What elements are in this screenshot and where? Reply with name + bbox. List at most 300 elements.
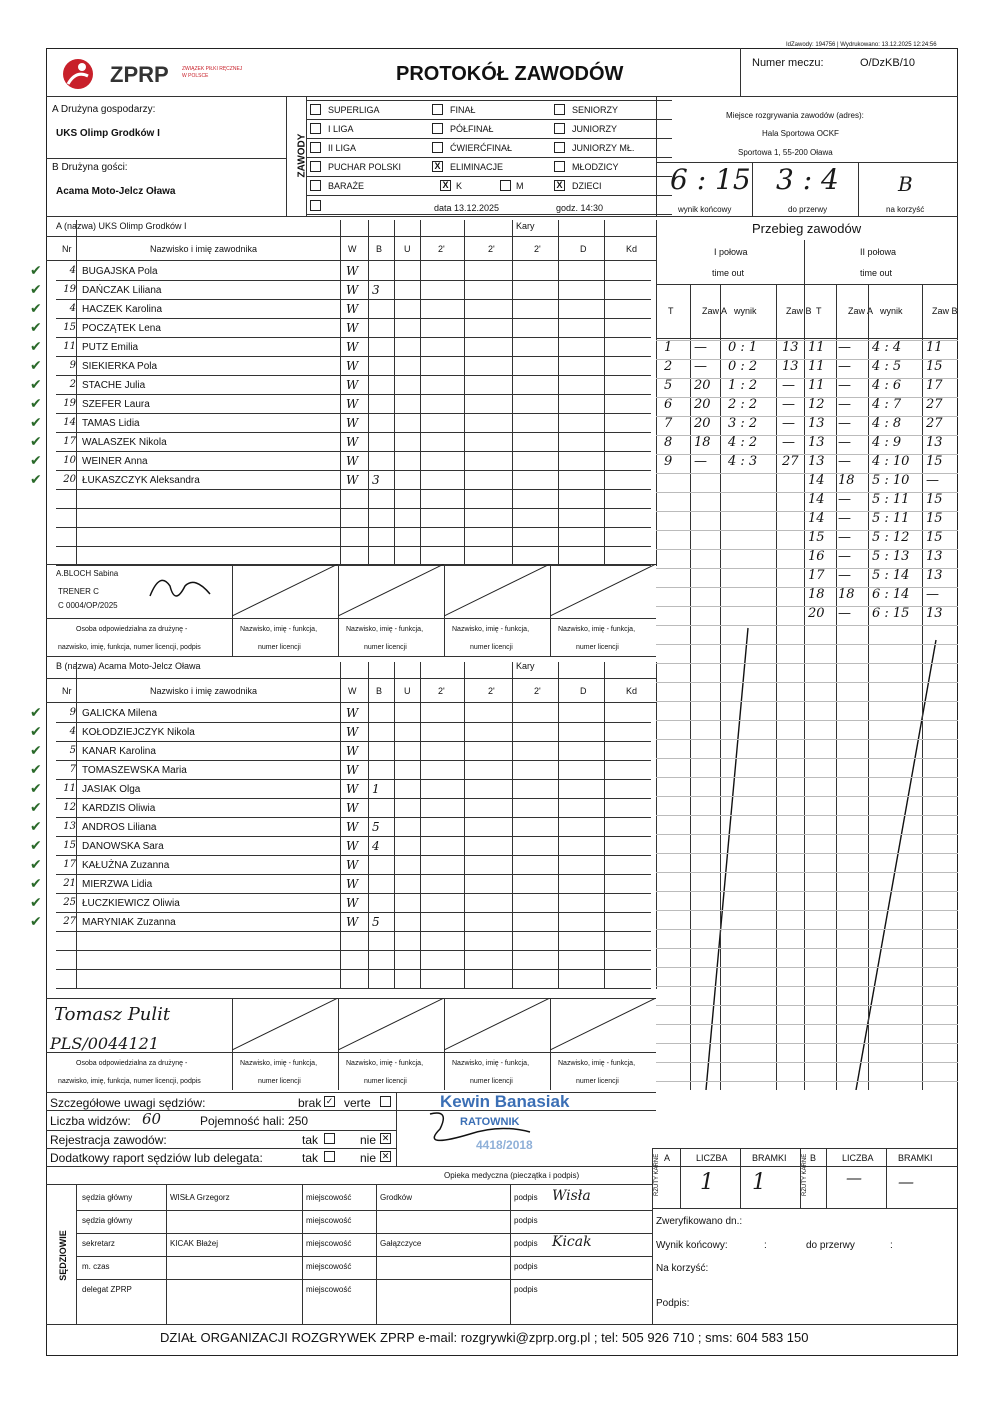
player-name: KOŁODZIEJCZYK Nikola [82,727,195,738]
referee-sign-label: podpis [514,1193,538,1202]
player-name: PUTZ Emilia [82,342,139,353]
table-a-col-d: D [580,244,587,254]
hist-half2-zaw-a: — [838,606,851,621]
spectators-value: 60 [142,1110,162,1128]
hist-half2-score: 5 : 12 [872,530,910,545]
cat_col1-checkbox-2[interactable] [310,142,321,153]
player-w: W [346,435,359,449]
player-w: W [346,340,359,354]
match-no-label: Numer meczu: [752,57,824,69]
brak-checkbox[interactable]: ✓ [325,1096,334,1106]
hist-half2-zaw-a: — [838,454,851,469]
pen-b-label: B [810,1153,817,1163]
verified-colon-2: : [890,1240,893,1251]
player-number: 9 [69,707,76,718]
referee-town: Gałązczyce [380,1239,422,1248]
checkmark-icon: ✔ [30,913,42,929]
player-w: W [346,302,359,316]
team-a-row [30,357,651,376]
team-a-name: UKS Olimp Grodków I [56,128,160,139]
cat_col3-checkbox-1[interactable] [554,123,565,134]
team-b-official-col-1: Nazwisko, imię - funkcja, [346,1060,424,1067]
player-b: 3 [372,283,380,297]
result-final: 6 : 15 [670,163,751,196]
referees-label: SĘDZIOWIE [57,1230,68,1281]
report-nie: nie [360,1151,377,1165]
checkmark-icon: ✔ [30,780,42,796]
player-b: 5 [372,915,380,929]
checkmark-icon: ✔ [30,376,42,392]
team-b-official-col-3: Nazwisko, imię - funkcja, [558,1060,636,1067]
remarks-label: Szczegółowe uwagi sędziów: [50,1096,206,1110]
hist-header-zawa-1: Zaw A [702,306,728,316]
player-number: 19 [63,398,76,409]
registration-nie: nie [360,1133,377,1147]
referee-town-label: miejscowość [306,1285,352,1294]
hist-half2-zaw-a: 18 [838,473,855,488]
referee-town-label: miejscowość [306,1262,352,1271]
referee-role: sekretarz [82,1239,115,1248]
footer: DZIAŁ ORGANIZACJI ROZGRYWEK ZPRP e-mail: rozgrywki@zprp.org.pl ; tel: 505 926 710 ; sms: 604 583 150 [160,1330,809,1345]
player-w: W [346,896,359,910]
cat_col1-checkbox-0[interactable] [310,104,321,115]
player-b: 5 [372,820,380,834]
table-b-col-w: W [348,686,357,696]
hist-half1-zaw-a: — [694,359,707,374]
hist-half2-time: 14 [808,492,825,507]
half1-label: I połowa [714,247,748,257]
verte-label: verte [344,1096,371,1110]
registration-tak: tak [302,1133,319,1147]
player-name: ŁUKASZCZYK Aleksandra [82,475,200,486]
player-w: W [346,397,359,411]
player-w: W [346,359,359,373]
hist-half1-zaw-a: 20 [694,378,711,393]
verified-half: do przerwy [806,1240,855,1251]
team-a-official-label-2: nazwisko, imię, funkcja, numer licencji, podpis [58,644,201,651]
team-a-official-licence-0: numer licencji [258,644,301,651]
checkmark-icon: ✔ [30,723,42,739]
team-a-row [30,376,651,395]
team-b-row [30,913,651,932]
team-a-official-col-3: Nazwisko, imię - funkcja, [558,626,636,633]
team-a-official-licence-2: numer licencji [470,644,513,651]
hist-half2-zaw-a: 18 [838,587,855,602]
hist-half2-zaw-b: 13 [926,549,943,564]
referee-town-label: miejscowość [306,1193,352,1202]
cat_col3-checkbox-2[interactable] [554,142,565,153]
player-w: W [346,744,359,758]
hist-half1-zaw-b: 27 [782,454,799,469]
checkmark-icon: ✔ [30,704,42,720]
team-a-row [30,338,651,357]
player-w: W [346,706,359,720]
pen-a-liczba-label: LICZBA [696,1153,728,1163]
time-label: godz. 14:30 [556,203,604,213]
player-name: GALICKA Milena [82,708,158,719]
referee-name: WISŁA Grzegorz [170,1193,230,1202]
hist-half2-zaw-a: — [838,359,851,374]
team-b-official-label-2: nazwisko, imię, funkcja, numer licencji, podpis [58,1078,201,1085]
cat_col3-checkbox-4[interactable]: X [554,180,565,191]
hist-half2-zaw-b: 13 [926,606,943,621]
hist-half2-score: 4 : 5 [872,359,902,374]
hist-header-wynik-2: wynik [734,306,757,316]
hist-half2-time: 16 [808,549,825,564]
player-number: 14 [63,417,76,428]
hist-half2-score: 4 : 9 [872,435,902,450]
team-b-row [30,894,651,913]
hist-half1-zaw-b: — [782,435,795,450]
team-a-row [30,433,651,452]
table-b-col-name: Nazwisko i imię zawodnika [150,686,258,696]
sex-k-checkbox[interactable]: X [440,180,451,191]
sex-k-label: K [456,181,463,191]
team-b-table-label: B (nazwa) Acama Moto-Jelcz Oława [56,661,201,671]
cat_col2-label-2: ĆWIERĆFINAŁ [450,143,513,153]
table-b-col-u: U [404,686,411,696]
cat_col1-checkbox-3[interactable] [310,161,321,172]
player-number: 15 [63,840,76,851]
hist-half2-score: 6 : 14 [872,587,910,602]
team-b-official-licence-0: numer licencji [258,1078,301,1085]
pen-b-bramki-label: BRAMKI [898,1153,933,1163]
team-a-official-col-1: Nazwisko, imię - funkcja, [346,626,424,633]
player-w: W [346,839,359,853]
checkmark-icon: ✔ [30,875,42,891]
player-name: ŁUCZKIEWICZ Oliwia [82,898,180,909]
report-tak: tak [302,1151,319,1165]
player-b: 3 [372,473,380,487]
cat_col1-checkbox-4[interactable] [310,180,321,191]
stamp-number: 4418/2018 [476,1138,533,1152]
referee-role: m. czas [82,1262,110,1271]
player-w: W [346,801,359,815]
player-w: W [346,725,359,739]
hist-half2-score: 5 : 14 [872,568,910,583]
verified-final: Wynik końcowy: [656,1240,728,1251]
team-b-row [30,875,651,894]
hist-half2-score: 5 : 11 [872,492,910,507]
hist-half2-zaw-b: 15 [926,454,943,469]
hist-half1-time: 8 [664,435,673,450]
player-number: 4 [69,303,76,314]
kary-label-a: Kary [516,221,535,231]
pen-b-rzuty: RZUTY KARNE [802,1153,808,1196]
hist-half2-time: 11 [808,340,825,355]
cat_col3-checkbox-3[interactable] [554,161,565,172]
player-w: W [346,858,359,872]
table-a-col-name: Nazwisko i imię zawodnika [150,244,258,254]
team-a-official-col-2: Nazwisko, imię - funkcja, [452,626,530,633]
player-name: BUGAJSKA Pola [82,266,158,277]
hist-half1-score: 3 : 2 [728,416,758,431]
kary-label-b: Kary [516,661,535,671]
cat_col1-label-2: II LIGA [328,143,357,153]
hist-half1-time: 6 [664,397,673,412]
player-w: W [346,877,359,891]
team-a-row [30,262,651,281]
referee-sign-label: podpis [514,1285,538,1294]
hist-half1-score: 2 : 2 [728,397,758,412]
timeout-label-1: time out [712,268,745,278]
player-name: KANAR Karolina [82,746,156,757]
result-half: 3 : 4 [776,163,839,196]
player-number: 13 [63,821,76,832]
player-number: 15 [63,322,76,333]
hist-half1-score: 4 : 2 [728,435,758,450]
checkmark-icon: ✔ [30,471,42,487]
stamp-name: Kewin Banasiak [440,1092,570,1111]
referee-town: Grodków [380,1193,413,1202]
venue-line1: Hala Sportowa OCKF [762,129,839,138]
player-number: 4 [69,265,76,276]
hist-half1-zaw-a: 20 [694,397,711,412]
player-number: 21 [63,878,76,889]
verified-colon-1: : [764,1240,767,1251]
verified-winner: Na korzyść: [656,1263,709,1274]
report-nie-checkbox[interactable]: ✕ [381,1151,390,1161]
player-number: 10 [63,455,76,466]
sex-m-checkbox[interactable] [500,180,511,191]
medical-label: Opieka medyczna (pieczątka i podpis) [444,1171,580,1180]
table-b-col-nr: Nr [62,686,72,696]
page-title: PROTOKÓŁ ZAWODÓW [396,63,624,85]
referee-role: delegat ZPRP [82,1285,132,1294]
table-b-col-b: B [376,686,383,696]
team-b-official-col-0: Nazwisko, imię - funkcja, [240,1060,318,1067]
player-number: 11 [63,341,76,352]
player-name: SIEKIERKA Pola [82,361,158,372]
player-name: ANDROS Liliana [82,822,157,833]
logo-sub1: ZWIĄZEK PIŁKI RĘCZNEJ [182,66,243,72]
report-tak-checkbox[interactable] [324,1151,335,1162]
hist-half2-zaw-b: 15 [926,492,943,507]
player-number: 2 [69,379,76,390]
cat_col2-checkbox-2[interactable] [432,142,443,153]
pen-a-liczba: 1 [700,1170,714,1195]
venue-label: Miejsce rozgrywania zawodów (adres): [726,111,864,120]
cat_col2-label-3: ELIMINACJE [450,162,504,172]
report-label: Dodatkowy raport sędziów lub delegata: [50,1151,263,1165]
cat_col2-label-0: FINAŁ [450,105,476,115]
hist-half2-zaw-b: — [926,473,939,488]
verified-sign: Podpis: [656,1298,690,1309]
handball-logo-icon [58,56,102,92]
team-b-row [30,837,651,856]
checkmark-icon: ✔ [30,894,42,910]
player-b: 1 [372,782,380,796]
table-b-col-z2: 2' [488,686,495,696]
checkmark-icon: ✔ [30,856,42,872]
hist-half2-time: 18 [808,587,825,602]
hist-half2-time: 11 [808,378,825,393]
cat_col3-label-4: DZIECI [572,181,602,191]
checkmark-icon: ✔ [30,319,42,335]
cat_col3-checkbox-0[interactable] [554,104,565,115]
player-w: W [346,454,359,468]
pen-a-bramki-label: BRAMKI [752,1153,787,1163]
referee-role: sędzia główny [82,1216,133,1225]
hist-half1-zaw-b: 13 [782,359,799,374]
hist-half2-score: 5 : 13 [872,549,910,564]
hist-half1-zaw-a: — [694,340,707,355]
cat_col3-label-1: JUNIORZY [572,124,617,134]
player-b: 4 [372,839,380,853]
hist-half2-zaw-b: 15 [926,359,943,374]
player-number: 20 [63,474,76,485]
hist-header-zawb-3: Zaw B [786,306,812,316]
checkmark-icon: ✔ [30,300,42,316]
player-number: 5 [69,745,76,756]
hist-half1-zaw-b: 13 [782,340,799,355]
hist-half1-zaw-b: — [782,397,795,412]
hist-header-zawa-5: Zaw A [848,306,874,316]
table-a-col-u: U [404,244,411,254]
coach-a-name: A.BLOCH Sabina [56,569,119,578]
hist-half1-time: 2 [664,359,673,374]
team-b-row [30,704,651,723]
cat_col2-checkbox-0[interactable] [432,104,443,115]
player-w: W [346,321,359,335]
hist-half2-zaw-b: 27 [926,397,943,412]
pen-b-liczba: — [846,1168,862,1187]
registration-tak-checkbox[interactable] [324,1133,335,1144]
player-name: WALASZEK Nikola [82,437,167,448]
referee-sign-label: podpis [514,1239,538,1248]
medical-signature-icon [410,1104,550,1154]
hist-half2-zaw-a: — [838,511,851,526]
hist-half2-time: 17 [808,568,825,583]
player-number: 17 [63,436,76,447]
player-number: 27 [63,916,76,927]
cat-empty-checkbox[interactable] [310,200,321,211]
cat_col1-label-3: PUCHAR POLSKI [328,162,402,172]
team-a-row [56,509,651,528]
referee-town-label: miejscowość [306,1239,352,1248]
checkmark-icon: ✔ [30,262,42,278]
coach-a-role: TRENER C [58,587,99,596]
hist-half2-score: 4 : 7 [872,397,902,412]
coach-b-name: Tomasz Pulit [54,1004,171,1025]
team-a-row [30,471,651,490]
verte-checkbox[interactable] [380,1096,391,1107]
hist-half2-zaw-b: 11 [926,340,943,355]
hist-half2-zaw-a: — [838,530,851,545]
hist-half2-time: 11 [808,359,825,374]
checkmark-icon: ✔ [30,281,42,297]
player-w: W [346,763,359,777]
checkmark-icon: ✔ [30,837,42,853]
pen-a-rzuty: RZUTY KARNE [654,1153,660,1196]
player-name: MIERZWA Lidia [82,879,153,890]
timeout-label-2: time out [860,268,893,278]
team-b-official-col-2: Nazwisko, imię - funkcja, [452,1060,530,1067]
hist-header-t-0: T [668,306,674,316]
player-number: 4 [69,726,76,737]
team-a-table-label: A (nazwa) UKS Olimp Grodków I [56,221,187,231]
przebieg-label: Przebieg zawodów [752,221,862,236]
checkmark-icon: ✔ [30,818,42,834]
player-name: SZEFER Laura [82,399,150,410]
stamp-role: RATOWNIK [460,1116,520,1128]
team-a-row [30,300,651,319]
hist-half2-zaw-a: — [838,435,851,450]
team-b-row [30,761,651,780]
team-b-row [30,780,651,799]
checkmark-icon: ✔ [30,433,42,449]
team-a-official-label-1: Osoba odpowiedzialna za drużynę - [76,626,188,633]
venue-line2: Sportowa 1, 55-200 Oława [738,148,833,157]
hist-half2-time: 14 [808,511,825,526]
player-w: W [346,473,359,487]
team-b-row [30,723,651,742]
table-a-col-z2: 2' [488,244,495,254]
hist-half2-score: 6 : 15 [872,606,910,621]
player-w: W [346,378,359,392]
player-name: DAŃCZAK Liliana [82,285,162,296]
hist-half2-zaw-a: — [838,378,851,393]
zprp-logo [58,56,278,92]
team-a-label: A Drużyna gospodarzy: [52,104,156,115]
team-b-row [56,970,651,989]
result-winner-label: na korzyść [886,205,925,214]
registration-nie-checkbox[interactable]: ✕ [381,1133,390,1143]
player-w: W [346,264,359,278]
hist-half2-time: 13 [808,454,825,469]
team-a-row [30,395,651,414]
cat_col1-label-4: BARAŻE [328,181,365,191]
hist-half2-zaw-a: — [838,340,851,355]
coach-a-licence: C 0004/OP/2025 [58,601,118,610]
hist-half2-zaw-b: — [926,587,939,602]
player-name: MARYNIAK Zuzanna [82,917,176,928]
team-a-row [56,490,651,509]
player-name: HACZEK Karolina [82,304,163,315]
cat_col2-checkbox-3[interactable]: X [432,161,443,172]
player-number: 11 [63,783,76,794]
cat_col1-checkbox-1[interactable] [310,123,321,134]
team-a-row [56,528,651,547]
team-b-row [56,951,651,970]
player-number: 25 [63,897,76,908]
checkmark-icon: ✔ [30,742,42,758]
cat_col2-checkbox-1[interactable] [432,123,443,134]
player-name: DANOWSKA Sara [82,841,164,852]
cat_col2-label-1: PÓŁFINAŁ [450,124,494,134]
hist-header-wynik-6: wynik [880,306,903,316]
hist-half2-score: 4 : 6 [872,378,902,393]
player-number: 7 [69,764,76,775]
pen-a-label: A [664,1153,671,1163]
spectators-label: Liczba widzów: [50,1114,131,1128]
hist-half2-zaw-b: 17 [926,378,943,393]
cat_col3-label-0: SENIORZY [572,105,619,115]
hist-half2-score: 4 : 4 [872,340,902,355]
table-b-col-z1: 2' [438,686,445,696]
match-no: O/DzKB/10 [860,57,916,69]
hist-half2-score: 4 : 10 [872,454,910,469]
player-number: 17 [63,859,76,870]
referee-role: sędzia główny [82,1193,133,1202]
player-w: W [346,915,359,929]
cat_col1-label-0: SUPERLIGA [328,105,380,115]
referee-signature: Wisła [552,1188,591,1204]
brak-label: brak [298,1096,322,1110]
team-b-row [56,932,651,951]
referee-town-label: miejscowość [306,1216,352,1225]
hist-half2-time: 14 [808,473,825,488]
